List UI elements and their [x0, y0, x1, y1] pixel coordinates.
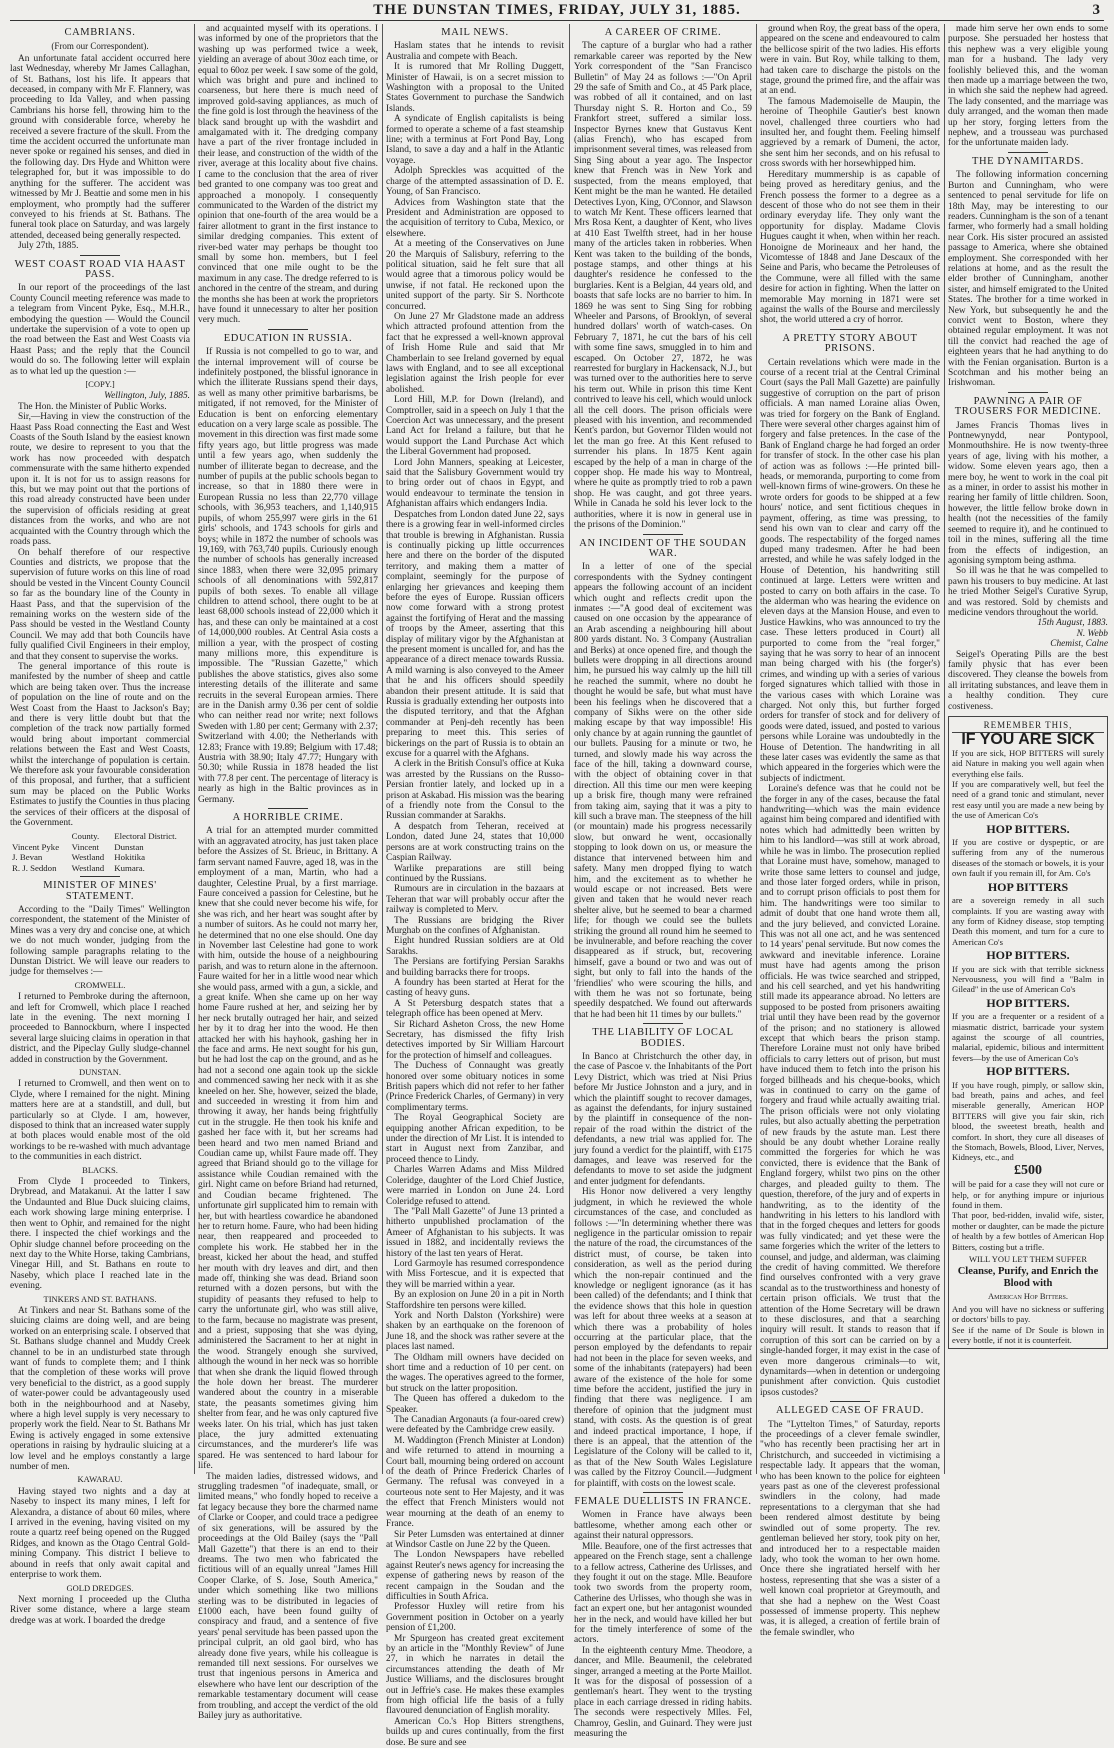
article-title: CAMBRIANS.: [64, 27, 136, 38]
paragraph: By an explosion on June 20 in a pit in North Staffordshire ten persons were killed.: [386, 1290, 564, 1311]
article-title: AN INCIDENT OF THE SOUDAN WAR.: [579, 537, 747, 559]
article-title: MAIL NEWS.: [441, 27, 509, 38]
ad-paragraph: If you have rough, pimply, or sallow skin, bad breath, pains and aches, and feel miserable generally, American HOP BITTERS will give you fair skin, rich blood, the sweetest breath, health and comfort. In short, they cure all diseases of the Stomach, Bowels, Blood, Liver, Nerves, Kidneys, etc., and: [952, 1079, 1104, 1163]
paragraph: Next morning I proceeded up the Clutha River some distance, where a large steam dredge was at work. I boarded the dredge: [10, 1594, 190, 1626]
paragraph: I returned to Cromwell, and then went on to Clyde, where I remained for the night. Mining matters here are at a standstill, and dull, but particularly so at Clyde. I am, however, disposed to think that an increased water supply at both places would enable most of the old workings to be re-washed with much advantage to the communities in each district.: [10, 1079, 190, 1163]
paragraph: The Duchess of Connaught was greatly honored over some obituary notices in some British papers which did not refer to her father (Prince Frederick Charles, of Germany) in very complimentary terms.: [386, 1061, 564, 1113]
divider: [643, 1492, 683, 1493]
paragraph: A despatch from Teheran, received at London, dated June 24, states that 10,000 persons are at work constructing trains on the Caspian Railway.: [386, 821, 564, 864]
paragraph: Professor Huxley will retire from his Government position in October on a yearly pension of £1,200.: [386, 1602, 564, 1634]
paragraph: M. Waddington (French Minister at London) and wife returned to attend in mourning a Court ball, mourning being ordered on account of the death of Prince Frederick Charles of Germany. The refusal was conveyed in a courteous note sent to Her Majesty, and it was the effect that French Ministers would not wear mourning at the death of an enemy to France.: [386, 1435, 564, 1530]
paragraph: The general importance of this route is manifested by the number of sheep and cattle which are being taken over. Thus the increase of population on the line of route and on the West Coast from the Haast to Jackson's Bay; and there is very little doubt but that the completion of the track now partially formed would bring about important commercial relations between the East and West Coasts, whilst the interchange of population is certain. We therefore ask your favourable consideration of this proposal, and further, that a sufficient sum may be placed on the Public Works Estimates to justify the Counties in thus placing the services of their officers at the disposal of the Government.: [10, 661, 190, 829]
divider: [268, 808, 308, 809]
paragraph: If Russia is not compelled to go to war, and the internal improvement will of course be indefinitely postponed, the blissful ignorance in which the illiterate Russians spend their days, as well as many other primitive barbarisms, be mitigated, if not removed, for the Minister of Education is bent on enforcing elementary education on a very large scale as possible. The movement in this direction was first made some fifty years ago, but little progress was made until a few years ago, when suddenly the number of illiterate began to decrease, and the number of pupils at the public schools began to increase, so that in 1880 there were in European Russia no less than 22,770 village schools, with 36,953 teachers, and 1,140,915 pupils, of whom 255,997 were girls in the 61 girls' schools, and 1743 schools for girls and boys; while in 1872 the number of schools was 19,169, with 763,740 pupils. Curiously enough the number of schools has generally increased since 1883, when there were 32,095 primary schools of all denominations with 592,817 pupils of both sexes. To enable all village children to attend school, there ought to be at least 68,000 schools instead of 22,000 which it has, and these can only be maintained at a cost of 14,000,000 roubles. At Central Asia costs a million a year, with the prospect of costing many millions more, this expenditure is impossible. The "Russian Gazette," which publishes the above statistics, gives also some interesting details of the illiterate and same recruits in the several European armies. There are in the Danish army 0.36 per cent of soldie who can neither read nor write; next follows Sweden with 1.80 per cent; Germany with 2.37; Switzerland with 4.00; the Netherlands with 12.83; France with 19.89; Belgium with 17.48; Austria with 38.90; Italy 47.77; Hungary with 50.30; while Russia in 1878 headed the list with 77.8 per cent. The percentage of literacy is nearly as high in the Baltic provinces as in Germany.: [198, 347, 378, 805]
paragraph: The Russians are bridging the River Murghab on the confines of Afghanistan.: [386, 915, 564, 936]
paragraph: The capture of a burglar who had a rather remarkable career was reported by the New York correspondent of the "San Francisco Bulletin" of May 24 as follows :—"On April 29 the safe of Smith and Co., at 45 Park place, was robbed of all it contained, and on last Thursday night S. R. Horton and Co., 59 Frankfort street, suffered a similar loss. Inspector Byrnes knew that Gustavus Kent (alias French), who has escaped from imprisonment several times, was released from Sing Sing about a year ago. The Inspector knew that French was in New York and suspected, from the means employed, that Kent might be the man he wanted. He detailed Detectives Lyon, King, O'Connor, and Slawson to watch Mr Kent. These officers learned that Mrs Rosa Kent, a daughter of Kent, who lives at 410 East Twelfth street, had in her house many of the articles taken in robberies. When Kent was taken to the building of the bonds, postage stamps, and other things at his daughter's residence he confessed to the burglaries. Kent is a Belgian, 44 years old, and boasts that safe locks are no barrier to him. In 1869 he was sent to Sing Sing for robbing Wheeler and Parsons, of Brooklyn, of several hundred dollars' worth of watch-cases. On February 7, 1871, he cut the bars of his cell with some fine saws, smuggled in to him and escaped. On October 27, 1872, he was rearrested for burglary in Hackensack, N.J., but was turned over to the authorities here to serve his term out. While in prison this time Kent contrived to leave his cell, which would unlock all the cell doors. The prison officials were pleased with his invention, and recommended Kent's pardon, but Governor Tilden would not let the man go free. At this Kent refused to surrender his plans. In 1875 Kent again escaped by the help of a man in charge of the copper shop. He made his way to Montreal, where he quite as promptly tried to rob a pawn shop. He was caught, and got three years. While in Canada he sold his lever lock to the authorities, where it is now in general use in the prisons of the Dominion.": [574, 41, 752, 531]
paragraph: A syndicate of English capitalists is being formed to operate a scheme of a fast steamship line; with a terminus at Fort Pond Bay, Long Island, to save a day and a half in the Atlantic voyage.: [386, 114, 564, 166]
ad-paragraph: will be paid for a case they will not cure or help, or for anything impure or injurious found in them.: [952, 1179, 1104, 1211]
paragraph: An unfortunate fatal accident occurred here last Wednesday, whereby Mr James Callaghan, of St. Bathans, lost his life. It appears that deceased, in company with Mr F. Flannery, was proceeding to Ida Valley, and when passing Cambrians his horse fell, throwing him to the ground with considerable force, whereby he received a severe fracture of the skull. From the time the accident occurred the unfortunate man never spoke or regained his senses, and died in the following day. Drs Hyde and Whitton were telegraphed for, but it was impossible to do anything for the sufferer. The accident was witnessed by Mr J. Beattie and some men in his employment, who promptly had the sufferer conveyed to his friends at St. Bathans. The funeral took place on Saturday, and was largely attended, deceased being generally respected.: [10, 53, 190, 241]
paragraph: made him serve her own ends to some purpose. She persuaded her hostess that this nephew was a very eligible young man for a husband. The lady very foolishly believed this, and the woman then made up a marriage between the two, in which she said the nephew had agreed. The lady consented, and the marriage was duly arranged, and the woman then made up her story, forging letters from the nephew, and a trousseau was purchased for the unfortunate maiden lady.: [948, 24, 1108, 149]
column-5: [760, 24, 940, 1638]
paragraph: On behalf therefore of our respective Counties and districts, we propose that the supervision of future works on this line of road should be vested in the Vincent County Council so far as the boundary line of the County in Haast Pass, and that the supervision of the remaining works on the western side of the Pass should be vested in the Westland County Council. We may add that both Councils have fully qualified Civil Engineers in their employ, and that they consent to supervise the works.: [10, 547, 190, 662]
ad-paragraph: If you are costive or dyspeptic, or are suffering from any of the numerous diseases of the stomach or bowels, it is your own fault if you remain ill, for Am. Co's: [952, 837, 1104, 879]
ad-paragraph: That poor, bed-ridden, invalid wife, sister, mother or daughter, can be made the picture of health by a few bottles of American Hop Bitters, costing but a trifle.: [952, 1210, 1104, 1252]
ad-product-name: HOP BITTERS.: [986, 948, 1070, 963]
paragraph: In our report of the proceedings of the last County Council meeting reference was made to a telegram from Vincent Pyke, Esq., M.H.R., embodying the question — Would the Council undertake the supervision of a vote to open up the road between the East and West Coasts via Haast Pass; and the reply that the Council would do so. The following letter will explain as to what led up the question :—: [10, 283, 190, 377]
letter-place: Wellington, July, 1885.: [104, 391, 190, 402]
paragraph: Certain revelations which were made in the course of a recent trial at the Central Criminal Court (says the Pall Mall Gazette) are painfully suggestive of corruption on the part of prison officials. A man named Loraine alias Owen, was tried for forgery on the Bank of England. There were several other charges against him of forgery and false pretences. In the case of the Bank of England charge he had forged an order for transfer of stock. In the other case his plan of action was as follows :—He printed bill-heads, or memoranda, purporting to come from well-known firms of wine-growers. On these he wrote orders for goods to be shipped at a few hours' notice, and sent fictitious cheques in payment, offering, as time was pressing, to send his own van to clear and carry off the goods. The respectability of the forged names duped many tradesmen. After he had been arrested, and while he was safely lodged in the House of Detention, his handwriting still continued at large. Letters were written and posted to carry on both affairs in the case. To the alderman who was hearing the evidence on eleven days at the Mansion House, and even to Justice Hawkins, who was announced to try the case. These letters produced in Court) all purported to come from the "real forger," saying that he was sorry to hear of an innocent man being charged with his (the forger's) crimes, and winding up with a series of various forged signatures which tallied with those in the various cases with which Loraine was charged. Not only this, but further forged orders for transfer of stock and for delivery of goods were dated, issued, and posted to various persons while Loraine was undoubtedly in the House of Detention. The handwriting in all these later cases was evidently the same as that which appeared in the forgeries which were the subjects of indictment.: [760, 357, 940, 784]
article-title: THE DYNAMITARDS.: [971, 155, 1084, 167]
section-head: GOLD DREDGES.: [66, 1582, 134, 1593]
paragraph: In a letter of one of the special correspondents with the Sydney contingent appears the following account of an incident which ought and reflects credit upon the inmates :—"A good deal of excitement was caused on one occasion by the appearance of an Arab ascending a neighbouring hill about 800 yards distant. No. 3 Company (Australian and Berks) at once opened fire, and though the bullets were dropping in all directions around him, he pursued his way calmly up the hill till he reached the summit, where no doubt he thought he would be safe, but what must have been his feelings when he discovered that a company of Sikhs were on the other side making escape by that way impossible! His only chance by at again running the gauntlet of our bullets. Pausing for a minute or two, he turned, and slowly made his way across the face of the hill, taking a downward course, with the object of obtaining cover in that direction. All this time our men were keeping up a brisk fire, though many were refrained from taking aim, saying that it was a pity to kill such a brave man. The steepness of the hill (or mountain) made his progress necessarily slow, but onward he went, occasionally stopping to look down on us, or measure the distance that intervened between him and safety. Many men dropped flying to watch him, and the excitement as to whether he would escape or not increased. Bets were given and taken that he would never reach shelter alive, but he seemed to bear a charmed life; for though we could see the bullets striking the ground all round him he seemed to be invulnerable, and before reaching the cover disappeared as if struck, but, recovering himself, gave a bound or two and was out of sight, but only to fall into the hands of the 'friendlies' who were scouring the hills, and with them he was not so fortunate, being speedily despatched. We found out afterwards that he had been hit 11 times by our bullets.": [574, 562, 752, 1020]
paragraph: The "Pall Mall Gazette" of June 13 printed a hitherto unpublished proclamation of the Ameer of Afghanistan to his subjects. It was issued in 1882, and incidentally reviews the history of the last ten years of Herat.: [386, 1206, 564, 1259]
article-title: A PRETTY STORY ABOUT PRISONS.: [782, 332, 918, 355]
table-header-cell: Electoral District.: [114, 831, 177, 842]
divider: [643, 534, 683, 535]
column-4: [574, 24, 752, 1739]
paragraph: Loraine's defence was that he could not be the forger in any of the cases, because the fatal handwriting—which was the main evidence against him being compared and identified with notes which had admittedly been written by him to his landlord—was still at work abroad, while he was in limbo. The prosecution replied that Loraine must have, somehow, managed to write those same letters to counsel and judge, and those later forged orders, while in prison, and to corrupt prison officials to post them for him. The handwritings were too similar to admit of doubt that one hand wrote them all, and the jury believed, and convicted Loraine. This was not all one act, and he was sentenced to 14 years' penal servitude. But now comes the awkward and inevitable inference. Loraine must have had agents among the prison officials. He was twice searched and stripped, and his cell searched, and yet his handwriting still made its appearance abroad. No letters are supposed to be posted from prisoners awaiting trial until they have been read by the governor of the prison; and no stationery is allowed except that which bears the prison stamp. Therefore Loraine must not only have bribed officials to carry letters out of prison, but must have induced them to fetch into the prison his forged billheads and his cheque-books, which was in continued to carry on the game of forgery and fraud while actually awaiting trial. The prison officials were not only violating rules, but also actually abetting the perpetration of new frauds by the astute man. Lest there should be any doubt whether Loraine really committed the forgeries for which he was convicted, there is evidence that the Bank of England forgery, whilst two pins on the other charges, and pleaded guilty to them. The question, therefore, of the jury and of experts in handwriting, as to the identity of the handwriting in his letters to his landlord with that in the forged cheques and letters for goods was fully vindicated; and yet these were the same forgeries which the writer of the letters to counsel, and judge, and alderman, was claiming the credit of having committed. We therefore find ourselves confronted with a very grave scandal as to the trustworthiness and honesty of certain prison officials. We trust that the attention of the Home Secretary will be drawn to these disclosures, and that a searching inquiry will result. It stands to reason that if corruption of this sort can be carried on by a single-handed forger, it may exist in the case of even more dangerous criminals—to wit, dynamitards—when in detention or undergoing punishment after conviction. Quis custodiet ipsos custodes?: [760, 784, 940, 1398]
newspaper-title: THE DUNSTAN TIMES, FRIDAY, JULY 31, 1885.: [373, 2, 741, 18]
section-head: BLACKS.: [82, 1164, 118, 1175]
ad-reward: £500: [1014, 1162, 1042, 1178]
paragraph: The Royal Geographical Society are equipping another African expedition, to be under the direction of Mr List. It is intended to start in August next from Zanzibar, and proceed thence to Lindy.: [386, 1113, 564, 1165]
paragraph: The "Lyttelton Times," of Saturday, reports the proceedings of a clever female swindler, "who has recently been practising her art in Christchurch, and succeeded in victimising a respectable lady. It appears that the woman, who has been known to the police for eighteen years past as one of the cleverest professional swindlers in the colony, had made representations to a clergyman that she had been rendered almost destitute by being swindled out of some property. The rev. gentleman believed her story, took pity on her, and introduced her to a respectable maiden lady, who took the woman to her own home. Once there she ingratiated herself with her hostess, representing that she was a sister of a well known coal proprietor at Greymouth, and that she had a nephew on the West Coast possessed of immense property. This nephew was, it is alleged, a creation of fertile brain of the female swindler, who: [760, 1419, 940, 1638]
ad-brand: American Hop Bitters.: [988, 1291, 1068, 1302]
ad-slogan: Cleanse, Purify, and Enrich the: [957, 1265, 1099, 1277]
ad-paragraph: See if the name of Dr Soule is blown in every bottle, if not it is counterfeit.: [952, 1324, 1104, 1345]
article-title: EDUCATION IN RUSSIA.: [223, 332, 353, 344]
column-rule: [569, 24, 570, 1474]
article-title: WEST COAST ROAD VIA HAAST PASS.: [14, 258, 186, 280]
table-cell: Vincent Pyke: [12, 841, 60, 852]
table-cell: Westland: [71, 862, 105, 873]
table-header-row: [10, 831, 190, 841]
column-rule: [756, 24, 757, 1474]
masthead: [10, 2, 1104, 21]
paragraph: In the eighteenth century Mme. Theodore, a dancer, and Mlle. Beaumenil, the celebrated singer, arranged a meeting at the Porte Maillot. It was for the disposal of possession of a gentleman's heart. They went to the trysting place in each carriage dressed in riding habits. The seconds were respectively Mlles. Fel, Chamroy, Geslin, and Guinard. They were just measuring the: [574, 1645, 752, 1739]
paragraph: His Honor now delivered a very lengthy judgment, in which he reviewed the whole circumstances of the case, and concluded as follows :—"In determining whether there was negligence in the particular omission to repair the nature of the road, the circumstances of the district must, of course, be taken into consideration, as well as the period during which the non-repair continued and the knowledge or negligent ignorance (as it has been called) of the defendants; and I think that the evidence shows that this hole in question was left for about three weeks at a season at which there was a probability of holes occurring at the particular place, that the person employed by the defendants to repair had not been in the place for seven weeks, and some of the inhabitants (ratepayers) had been aware of the existence of the hole for some time before the accident, justified the jury in finding that there was negligence. I am therefore of opinion that the judgment must stand, with costs. As the question is of great and indeed practical importance, I hope, if there is an appeal, that the attention of the Legislature of the Colony will be called to it, as that of the New South Wales Legislature was called by the Fitzroy Council.—Judgment for plaintiff, with costs on the lowest scale.: [574, 1187, 752, 1489]
column-rule: [194, 24, 195, 1474]
table-cell: Dunstan: [114, 841, 144, 852]
signatories-table: [10, 831, 190, 873]
paragraph: ground when Roy, the great bass of the opera, appeared on the scene and endeavoured to calm the bellicose spirit of the two ladies. His efforts were in vain. But Roy, while talking to them, had taken care to discharge the pistols on the stage, ground the primed fire, and the affair was at an end.: [760, 24, 940, 97]
column-3: [386, 24, 564, 1748]
signature-name: N. Webb: [1076, 628, 1108, 639]
paragraph: A trial for an attempted murder committed with an aggravated atrocity, has just taken place before the Assizes of St. Brieuc, in Brittany. A farm servant named Fauvre, aged 18, was in the employment of a man, Martin, who had a daughter, Celestine Prual, by a first marriage. Faure conceived a passion for Celestine, but he knew that she could never become his wife, for she was rich, and her heart was sought after by a number of suitors. As he could not marry her, he determined that no one else should. One day in November last Celestine had gone to work with him, outside the house of a neighbouring parish, and was to return alone in the afternoon. Faure waited for her in a little wood near which she would pass, armed with a gun, a sickle, and a great knife. When she came up on her way home Faure rushed at her, and seizing her by her neck brutally outraged her hair, and seized her by it to drag her into the wood. He then attacked her with his hayhook, gashing her in the face and arms. He next sought for his gun, but he had lost the cap on the ground, and as he had not a second one again took up the sickle and commenced sawing her neck with it as she kneeled on her. She, however, seized the blade, and succeeded in wresting it from him and throwing it away, her hands being frightfully cut in the struggle. He then took his knife and gashed her face with it, but her screams had been heard and two men named Briand and Coudian came up, whilst Faure made off. They agreed that Briand should go to the village for assistance while Coudian remained with the girl. Night came on before Briand had returned, and Coudian became frightened. The unfortunate girl supplicated him to remain with her, but with heartless cowardice he abandoned her to return home. Faure, who had been hiding near, then reappeared and proceeded to complete his work. He stabbed her in the breast, kicked her about the head, and stuffed her mouth with dry leaves and dirt, and then made off, thinking she was dead. Briand soon returned with a dozen persons, but with the stupidity of peasants they refused to help to carry the unfortunate girl, who was still alive, to the farm, because no magistrate was present, and a priest, supposing that she was dying, administered the Sacrament to her at night in the wood. Strangely enough she survived, although the wound in her neck was so horrible that when she drank the liquid flowed through the hole down her breast. The murderer wandered about the country in a miserable state, the peasants sometimes giving him shelter from fear, and he was only captured five weeks later. On his trial, which has just taken place, the jury admitted extenuating circumstances, and the murderer's life was spared. He was sentenced to hard labour for life.: [198, 826, 378, 1472]
paragraph: According to the "Daily Times" Wellington correspondent, the statement of the Minister of Mines was a very dry and concise one, at which we do not much wonder, judging from the following sample paragraphs relating to the Dunstan District. We will leave our readers to judge for themselves :—: [10, 904, 190, 978]
ad-paragraph: And you will have no sickness or suffering or doctors' bills to pay.: [952, 1303, 1104, 1325]
paragraph: A clerk in the British Consul's office at Kuka was arrested by the Russians on the Russo-Persian frontier lately, and locked up in a prison at Askabad. His mission was the bearing of a friendly note from the Consul to the Russian commander at Sarakhs.: [386, 759, 564, 822]
paragraph: Mr Spurgeon has created great excitement by an article in the "Monthly Review" of June 27, in which he narrates in detail the circumstances attending the death of Mr Justice Williams, and the disclosures brought out in Jeffrie's case. He makes these examples from high official life the basis of a fully flavoured denunciation of English morality.: [386, 1633, 564, 1717]
article-title: MINISTER OF MINES' STATEMENT.: [43, 880, 157, 902]
paragraph: The Oldham mill owners have decided on short time and a reduction of 10 per cent. on the wages. The operatives agreed to the former, but struck on the latter proposition.: [386, 1352, 564, 1394]
paragraph: Seigel's Operating Pills are the best family physic that has ever been discovered. They cleanse the bowels from all irritating substances, and leave them in a healthy condition. They cure costiveness.: [948, 649, 1108, 712]
article-title: A CAREER OF CRIME.: [604, 27, 722, 38]
section-head: CROMWELL.: [74, 979, 126, 990]
divider: [643, 1023, 683, 1024]
paragraph: The following information concerning Burton and Cunningham, who were sentenced to penal servitude for life on 18th May, may be interesting to our readers. Cunningham is the son of a tenant farmer, who formerly had a small holding near Cork. His sister procured an assisted passage to America, where she obtained employment. She corresponded with her relations at home, and as the result the elder brother of Cunningham, another sister, and himself emigrated to the United States. The brother for a time worked in New York, but subsequently he and the convict went to Boston, where they obtained regular employment. It was not till the convict had reached the age of eighteen years that he had anything to do with the Fenian organisation. Burton is a Scotchman and his mother being an Irishwoman.: [948, 170, 1108, 389]
paragraph: Having stayed two nights and a day at Naseby to inspect its many mines, I left for Alexandra, a distance of about 60 miles, where I arrived in the evening, having visited on my route a quartz reef being opened on the Rugged Ridges, and known as the Otago Central Gold-mining Company. This district I believe to abound in reefs that only await capital and enterprise to work them.: [10, 1486, 190, 1581]
paragraph: The Queen has offered a dukedom to the Speaker.: [386, 1394, 564, 1415]
paragraph: The famous Mademoiselle de Maupin, the heroine of Theophile Gautier's best known novel, challenged three courtiers who had insulted her, and fought them. Feeling himself aggrieved by a remark of Dumeni, the actor, she sent him her seconds, and on his refusal to cross swords with her horsewhipped him.: [760, 96, 940, 170]
hop-bitters-advertisement: [948, 716, 1108, 1349]
ad-product-name: HOP BITTERS.: [986, 821, 1070, 836]
article-title: A HORRIBLE CRIME.: [232, 812, 344, 824]
ad-paragraph: are a sovereign remedy in all such complaints. If you are wasting away with any form of Kidney disease, stop tempting Death this moment, and turn for a cure to American Co's: [952, 895, 1104, 947]
signature-date: 15th August, 1883.: [1037, 618, 1108, 629]
table-header-cell: County.: [71, 831, 100, 842]
ad-product-name: HOP BITTERS.: [986, 1064, 1070, 1079]
paragraph: A foundry has been started at Herat for the casting of heavy guns.: [386, 977, 564, 999]
column-rule: [382, 24, 383, 1474]
ad-paragraph: If you are sick with that terrible sickness Nervousness, you will find a "Balm in Gilead" in the use of American Co's: [952, 963, 1104, 995]
column-rule: [944, 24, 945, 1474]
article-title: ALLEGED CASE OF FRAUD.: [776, 1405, 924, 1417]
divider: [268, 329, 308, 330]
table-cell: J. Bevan: [12, 852, 43, 863]
table-cell: R. J. Seddon: [12, 862, 57, 873]
paragraph: and acquainted myself with its operations. I was informed by one of the proprietors that the washing up was performed twice a week, yielding an average of about 30oz each time, or equal to 60oz per week. I saw some of the gold, which was bright and pure and inclined to coarseness, but here there is much need of improved gold-saving appliances, as much of the fine gold is lost through the heaviness of the black sand brought up with the washdirt and amalgamated with it. The dredging company have a part of the river frontage included in their lease, and construction of the width of the river, average at this locality about five chains. I came to the conclusion that the area of river bed granted to one company was too great and approached a monopoly. I consequently communicated to the Warden of the district my opinion that one-fourth of the area would be a fairer allotment to grant in the first instance to similar dredging companies. This extent of river-bed water may perhaps be thought too small by some hon. members, but I feel convinced that one mile ought to be the maximum in any case. The dredge referred to is anchored in the centre of the stream, and during the months she has been at work the proprietors have found it unnecessary to alter her position very much.: [198, 24, 378, 326]
paragraph: From Clyde I proceeded to Tinkers, Drybread, and Matakanui. At the latter I saw the Undaunted and Blue Duck sluicing claims, each work showing large mining enterprise. I then went to Ophir, and remained for the night there. I inspected the chief workings and the Ophir sludge channel before proceeding on the next day to the White Horse, taking Cambrians, Vinegar Hill, and St. Bathans en route to Naseby, which place I reached late in the evening.: [10, 1177, 190, 1292]
paragraph: York and North Dalston (Yorkshire) were shaken by an earthquake on the forenoon of June 18, and the shock was rather severe at the places last named.: [386, 1310, 564, 1353]
paragraph: Lord John Manners, speaking at Leicester, said that the Salisbury Government would try to bring order out of chaos in Egypt, and would endeavour to terminate the tension in Afghanistan affairs which endangers India.: [386, 457, 564, 510]
paragraph: Haslam states that he intends to revisit Australia and compete with Beach.: [386, 41, 564, 62]
table-cell: Kumara.: [114, 862, 145, 873]
ad-product-name: HOP BITTERS.: [986, 995, 1070, 1010]
divider: [80, 255, 120, 256]
article-title: THE LIABILITY OF LOCAL BODIES.: [592, 1027, 734, 1049]
paragraph: In Banco at Christchurch the other day, in the case of Pascoe v. the Inhabitants of the Port Levy District, which was tried at Nisi Prius before Mr Justice Johnston and a jury, and in which the plaintiff sought to recover damages, as against the defendants, for injury sustained by the plaintiff in consequence of the non-repair of the road within the district of the defendants, a new trial was applied for. The jury found a verdict for the plaintiff, with £175 damages, and leave was reserved for the defendants to move to set aside the judgment and enter judgment for defendants.: [574, 1052, 752, 1187]
divider: [830, 329, 870, 330]
paragraph: Despatches from London dated June 22, says there is a growing fear in well-informed circles that trouble is brewing in Afghanistan. Russia is continually picking up little occurrences here and there on the border of the disputed territory, and making them a matter of complaint, seemingly for the purpose of enlarging her grievances and keeping them before the eyes of Europe. Russian officers now come forward with a strong protest against the fortifying of Herat and the massing of troops by the Ameer, asserting that this display of military vigor by the Afghanistan at the present moment is uncalled for, and has the appearance of a direct menace towards Russia. A mild warning is also conveyed to the Ameer that he and his officers should speedily abandon their present attitude. It is said that Russia is gradually extending her outposts into the disputed territory, and that the Afghan commander at Penj-deh recently has been preparing to meet this. This series of bickerings on the part of Russia is to obtain an excuse for a quarrel with the Afghans.: [386, 509, 564, 760]
column-1: [10, 24, 190, 1626]
divider: [80, 876, 120, 877]
paragraph: Sir Richard Asheton Cross, the new Home Secretary, has dismissed the fifty Irish detectives imported by Sir William Harcourt for the protection of himself and colleagues.: [386, 1019, 564, 1061]
ad-paragraph: If you are sick, HOP BITTERS will surely aid Nature in making you well again when everything else fails.: [952, 747, 1104, 779]
paragraph: The London Newspapers have rebelled against Reuter's news agency for increasing the expense of gathering news by reason of the recent campaign in the Soudan and the difficulties in South Africa.: [386, 1550, 564, 1602]
paragraph: Sir,—Having in view the construction of the Haast Pass Road connecting the East and West Coasts of the South Island by the easiest known route, we desire to represent to you that the work has now proceeded with despatch commensurate with the same hitherto expended upon it. It is not for us to assign reasons for this, but we may point out that the portions of this road already constructed have been under the supervision of officials residing at great distances from the works, and who are not acquainted with the Country through which the roads pass.: [10, 412, 190, 548]
table-cell: Westland: [71, 852, 105, 863]
table-row: [10, 863, 190, 873]
paragraph: It is rumored that Mr Rolling Duggett, Minister of Hawaii, is on a secret mission to Washington with a proposal to the United States Government to purchase the Sandwich Islands.: [386, 62, 564, 114]
page-number: 3: [1092, 2, 1100, 18]
section-head: TINKERS AND ST. BATHANS.: [43, 1293, 157, 1304]
ad-question: WILL YOU LET THEM SUFFER: [968, 1254, 1088, 1265]
article-title: PAWNING A PAIR OF TROUSERS FOR MEDICINE.: [954, 395, 1102, 418]
paragraph: Advices from Washington state that the President and Administration are opposed to the acquisition of territory to Cuba, Mexico, or elsewhere.: [386, 197, 564, 239]
paragraph: A St Petersburg despatch states that a telegraph office has been opened at Merv.: [386, 998, 564, 1020]
paragraph: Lord Hill, M.P. for Down (Ireland), and Comptroller, said in a speech on July 1 that the Coercion Act was unnecessary, and the present Land Act for Ireland a failure, but that he would support the Land Purchase Act which the Liberal Government had proposed.: [386, 395, 564, 458]
ad-remember: REMEMBER THIS,: [952, 720, 1104, 733]
paragraph: On June 27 Mr Gladstone made an address which attracted profound attention from the fact that he expressed a well-known approval of Irish Home Rule and said that Mr Chamberlain to see Ireland governed by equal laws with England, and to see all exceptional legislation against the Irish people for ever abolished.: [386, 311, 564, 395]
section-head: DUNSTAN.: [78, 1067, 122, 1077]
paragraph: Charles Warren Adams and Miss Mildred Coleridge, daughter of the Lord Chief Justice, were married in London on June 24. Lord Coleridge refused to attend.: [386, 1165, 564, 1207]
paragraph: The Persians are fortifying Persian Sarakhs and building barracks there for troops.: [386, 957, 564, 978]
ad-paragraph: If you are comparatively well, but feel the need of a grand tonic and stimulant, never rest easy until you are made a new being by the use of American Co's: [952, 779, 1104, 821]
ad-paragraph: If you are a frequenter or a resident of a miasmatic district, barricade your system against the scourge of all countries, malarial, epidemic, bilious and intermittent fevers—by the use of American Co's: [952, 1011, 1104, 1063]
paragraph: Adolph Spreckles was acquitted of the charge of the attempted assassination of D. E. Young, of San Francisco.: [386, 166, 564, 198]
signature-title: Chemist, Calne: [1050, 639, 1108, 650]
paragraph: Warlike preparations are still being continued by the Russians.: [386, 863, 564, 884]
paragraph: So ill was he that he was compelled to pawn his trousers to buy medicine. At last he tried Mother Seigel's Curative Syrup, and was restored. Sold by chemists and medicine vendors throughout the world.: [948, 566, 1108, 618]
paragraph: Lord Garmoyle has resumed correspondence with Miss Fortescue, and it is expected that they will be married within a year.: [386, 1258, 564, 1290]
dateline: July 27th, 1885.: [18, 241, 79, 252]
table-cell: Vincent: [71, 841, 99, 852]
paragraph: Women in France have always been battlesome, whether among each other or against their natural oppressors.: [574, 1510, 752, 1542]
section-head: KAWARAU.: [77, 1474, 123, 1485]
paragraph: At Tinkers and near St. Bathans some of the sluicing claims are doing well, and are being worked on an enterprising scale. I observed that St. Bathans sludge channel and Muddy Creek channel to be in an undisturbed state through want of funds to complete them; and I think that the completion of these works will prove very beneficial to the district, as a good supply of water-power could be advantageously used both in the neighbourhood and at Naseby, where a high level supply is very necessary to properly work the field. Near to St. Bathans Mr Ewing is actively engaged in some extensive operations in raising by hydraulic sluicing at a low level and he employs constantly a large number of men.: [10, 1305, 190, 1473]
paragraph: Rumours are in circulation in the bazaars at Teheran that war will probably occur after the railway is completed to Merv.: [386, 884, 564, 916]
paragraph: I returned to Pembroke during the afternoon, and left for Cromwell, which place I reached late in the evening. The next morning I proceeded to Bannockburn, where I inspected several large sluicing claims in operation in that district, and the Pipeclay Gully sludge-channel added in construction by the Government.: [10, 992, 190, 1065]
column-2: [198, 24, 378, 1721]
letter-addressee: The Hon. the Minister of Public Works.: [18, 401, 167, 412]
ad-headline: IF YOU ARE SICK: [961, 731, 1095, 749]
copy-label: [COPY.]: [85, 379, 115, 389]
divider: [1008, 152, 1048, 153]
ad-product-name: HOP BITTERS: [987, 879, 1069, 894]
paragraph: At a meeting of the Conservatives on June 20 the Marquis of Salisbury, referring to the political situation, said he felt sure that all would agree that a timorous policy would be unwise, if not fatal. He reckoned upon the united support of the party. Sir S. Northcote concurred.: [386, 239, 564, 312]
column-6: [948, 24, 1108, 1472]
paragraph: American Co.'s Hop Bitters strengthens, builds up and cures continually, from the first dose. Be sure and see: [386, 1716, 564, 1748]
paragraph: Sir Peter Lumsden was entertained at dinner at Windsor Castle on June 22 by the Queen.: [386, 1529, 564, 1550]
table-header-cell: [10, 831, 70, 841]
paragraph: Mlle. Beaufore, one of the first actresses that appeared on the French stage, sent a challenge to a fellow actress, Catherine des Urlisses, and they fought it out on the stage. Mlle. Beaufore took two swords from the property room, Catherine des Urlisses, who though she was in fact an expert one, but her antagonist wounded her in the neck, and would have killed her but for the timely interference of some of the actors.: [574, 1541, 752, 1646]
table-row: [10, 852, 190, 862]
table-cell: Hokitika: [114, 852, 146, 863]
paragraph: The Canadian Argonauts (a four-oared crew) were defeated by the Cambridge crew easily.: [386, 1415, 564, 1436]
ad-slogan: Blood with: [1003, 1277, 1053, 1289]
divider: [1008, 392, 1048, 393]
table-row: [10, 842, 190, 852]
article-title: FEMALE DUELLISTS IN FRANCE.: [574, 1496, 752, 1508]
article-subtitle: (From our Correspondent).: [51, 41, 149, 52]
paragraph: Eight hundred Russian soldiers are at Old Sarakhs.: [386, 936, 564, 957]
paragraph: James Francis Thomas lives in Pontnewynydd, near Pontypool, Monmouthshire. He is now twenty-three years of age, living with his mother, a widow. Some eleven years ago, then a mere boy, he went to work in the coal pit as a miner, in order to assist his mother in rearing her family of little children. Soon, however, the little fellow broke down in health (not the necessities of the family seemed to require it), and he continued to toil in the mines, suffering all the time from the effects of indigestion, an agonising symptom being asthma.: [948, 420, 1108, 566]
paragraph: Hereditary mummership is as capable of being proved as hereditary genius, and the French possess the former to a degree as a descent of those who do not see them in their ordinary everyday life. They only want the opportunity for display. Madame Clovis Hugues caught it when, when within her reach. Honoigne de Morineaux and her hand, the Vicomtesse of 1848 and Jane Descaux of the Seine and Paris, who became the Petroleuses of the Commune, were all filled with the same desire for action in fighting. When the latter on memorable May morning in 1871 were set against the walls of the Bourse and mercilessly shot, the world uttered a cry of horror.: [760, 169, 940, 326]
paragraph: The maiden ladies, distressed widows, and struggling tradesmen "of inadequate, small, or limited means," who fondly hoped to receive a fat legacy because they bore the charmed name of Clarke or Cooper, and could trace a pedigree of six generations, will be assured by the proceedings at the Old Bailey (says the "Pall Mall Gazette") that there is an end to their dreams. The two men who fabricated the fictitious will of an equally unreal "James Hill Cooper Clarke, of S. Jose, South America," under which something like two millions sterling was to be distributed in legacies of £1000 each, have been found guilty of conspiracy and fraud, and a sentence of five years' penal servitude has been passed upon the principal culprit, an old gaol bird, who has already done five years, while his colleague is remanded till next sessions. For ourselves we trust that ingenious persons in America and elsewhere who have lent our description of the remarkable testamentary document will cease from troubling, and accept the verdict of the old Bailey jury as authoritative.: [198, 1471, 378, 1721]
divider: [830, 1401, 870, 1402]
